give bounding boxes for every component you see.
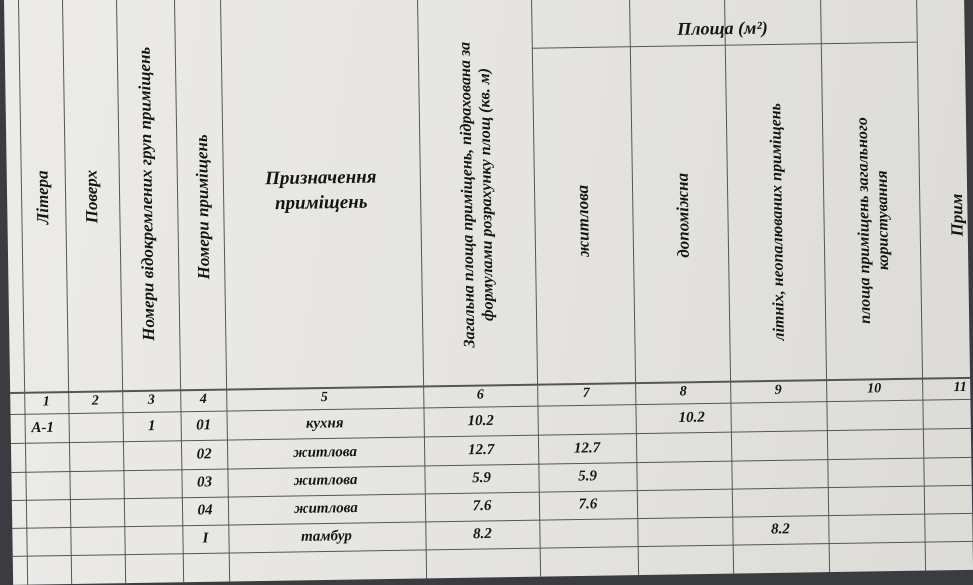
cell-living: 5.9: [578, 468, 598, 485]
document-sheet: [4, 0, 973, 585]
header-summer: літніх, неопалюваних приміщень: [767, 102, 788, 341]
cell-room: 02: [196, 445, 212, 463]
header-area-title: Площа (м²): [677, 17, 768, 39]
cell-total: 5.9: [472, 469, 492, 487]
grid-vline: [531, 0, 541, 577]
header-purpose: Призначення приміщень: [264, 166, 377, 214]
cell-total: 7.6: [472, 497, 492, 515]
column-number-5: 5: [320, 389, 328, 406]
column-number-3: 3: [147, 392, 155, 408]
cell-living: 7.6: [578, 496, 598, 513]
grid-vline: [18, 0, 28, 585]
column-number-6: 6: [476, 387, 484, 403]
cell-purpose: житлова: [293, 443, 358, 461]
grid-vline: [629, 0, 639, 575]
cell-purpose: житлова: [293, 472, 358, 490]
column-number-2: 2: [91, 393, 99, 409]
column-number-9: 9: [774, 382, 782, 398]
cell-purpose: тамбур: [300, 528, 352, 545]
grid-vline: [174, 0, 184, 582]
cell-total: 8.2: [472, 525, 492, 543]
grid-vline: [116, 0, 126, 583]
header-living: житлова: [572, 184, 593, 258]
cell-room: 01: [196, 416, 212, 434]
cell-room: I: [202, 530, 209, 547]
header-litera: Літера: [32, 170, 53, 225]
header-auxiliary: допоміжна: [672, 172, 693, 258]
cell-purpose: житлова: [294, 500, 358, 518]
cell-room: 03: [196, 474, 213, 491]
cell-room: 04: [197, 502, 213, 519]
column-number-8: 8: [679, 384, 687, 400]
grid-vline: [62, 0, 72, 584]
column-number-10: 10: [867, 381, 882, 397]
cell-litera: А-1: [31, 419, 55, 436]
cell-purpose: кухня: [305, 414, 344, 432]
header-total-area: Загальна площа приміщень, підрахована за формулами розрахунку площ (кв. м): [456, 41, 498, 348]
header-floor: Поверх: [81, 169, 102, 224]
column-number-11: 11: [953, 379, 967, 396]
cell-total: 10.2: [467, 412, 494, 429]
grid-vline: [220, 0, 230, 582]
column-number-1: 1: [42, 394, 50, 410]
cell-living: 12.7: [573, 439, 601, 457]
header-groups: Номери відокремлених груп приміщень: [134, 46, 159, 341]
grid-vline: [724, 0, 734, 574]
column-number-4: 4: [199, 391, 207, 407]
cell-summer: 8.2: [770, 521, 790, 538]
cell-total: 12.7: [467, 441, 495, 458]
cell-group: 1: [147, 417, 156, 434]
header-col11-partial: Прим: [946, 193, 967, 237]
column-number-7: 7: [582, 385, 590, 401]
header-room-numbers: Номери приміщень: [191, 134, 214, 280]
header-common: площа приміщень загального користування: [853, 117, 893, 325]
grid-vline: [417, 0, 427, 578]
cell-auxiliary: 10.2: [678, 409, 705, 426]
